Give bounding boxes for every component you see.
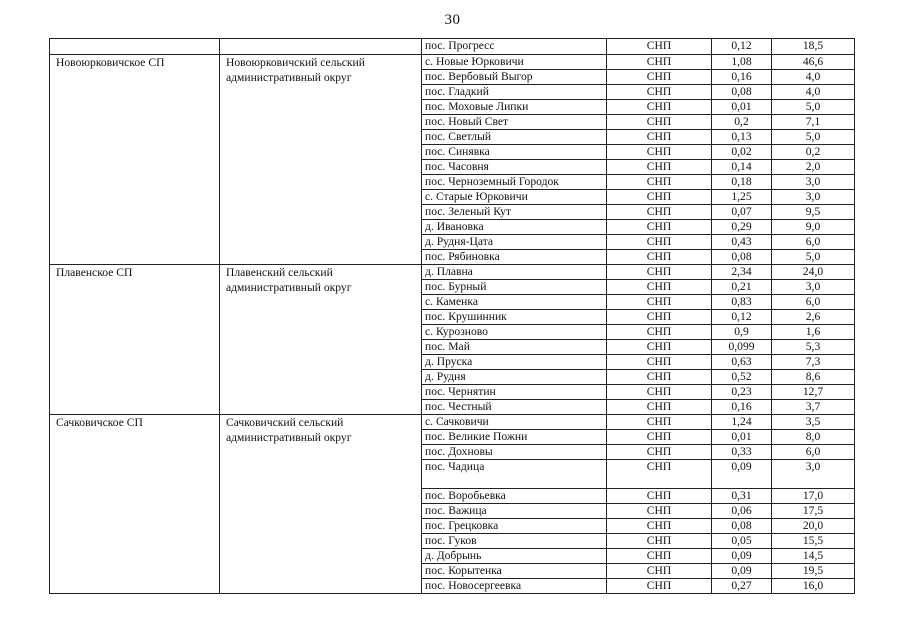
population-cell: 18,5 [772,39,855,55]
locality-name-cell: д. Рудня [422,370,607,385]
locality-type-cell: СНП [607,220,712,235]
population-cell: 4,0 [772,85,855,100]
locality-name-cell: пос. Черноземный Городок [422,175,607,190]
population-cell: 4,0 [772,70,855,85]
population-cell: 8,6 [772,370,855,385]
population-cell: 3,5 [772,415,855,430]
population-cell: 2,6 [772,310,855,325]
locality-type-cell: СНП [607,190,712,205]
locality-name-cell: пос. Новосергеевка [422,579,607,594]
locality-type-cell: СНП [607,145,712,160]
locality-type-cell: СНП [607,325,712,340]
locality-type-cell: СНП [607,564,712,579]
locality-type-cell: СНП [607,280,712,295]
area-cell: 0,63 [712,355,772,370]
area-cell: 0,09 [712,460,772,489]
locality-type-cell: СНП [607,460,712,489]
locality-name-cell: пос. Май [422,340,607,355]
locality-name-cell: пос. Бурный [422,280,607,295]
population-cell: 3,0 [772,175,855,190]
locality-name-cell: д. Плавна [422,265,607,280]
area-cell: 0,2 [712,115,772,130]
population-cell: 3,0 [772,280,855,295]
locality-name-cell: с. Каменка [422,295,607,310]
locality-type-cell: СНП [607,160,712,175]
locality-type-cell: СНП [607,235,712,250]
locality-type-cell: СНП [607,100,712,115]
locality-type-cell: СНП [607,310,712,325]
locality-name-cell: пос. Светлый [422,130,607,145]
area-cell: 0,05 [712,534,772,549]
area-cell: 0,09 [712,564,772,579]
locality-type-cell: СНП [607,504,712,519]
locality-name-cell: пос. Крушинник [422,310,607,325]
locality-type-cell: СНП [607,519,712,534]
population-cell: 7,3 [772,355,855,370]
locality-type-cell: СНП [607,370,712,385]
area-cell: 0,23 [712,385,772,400]
locality-type-cell: СНП [607,385,712,400]
population-cell: 17,0 [772,489,855,504]
locality-name-cell: пос. Часовня [422,160,607,175]
locality-type-cell: СНП [607,340,712,355]
locality-name-cell: пос. Новый Свет [422,115,607,130]
locality-name-cell: пос. Прогресс [422,39,607,55]
locality-name-cell: пос. Моховые Липки [422,100,607,115]
locality-type-cell: СНП [607,534,712,549]
area-cell: 1,25 [712,190,772,205]
district-cell [220,39,422,55]
area-cell: 0,33 [712,445,772,460]
population-cell: 2,0 [772,160,855,175]
locality-name-cell: пос. Честный [422,400,607,415]
locality-type-cell: СНП [607,549,712,564]
locality-name-cell: пос. Дохновы [422,445,607,460]
settlement-cell: Сачковичское СП [50,415,220,594]
area-cell: 0,08 [712,85,772,100]
locality-type-cell: СНП [607,415,712,430]
settlements-table [49,38,855,594]
area-cell: 0,01 [712,100,772,115]
population-cell: 5,0 [772,130,855,145]
locality-name-cell: д. Добрынь [422,549,607,564]
locality-name-cell: пос. Грецковка [422,519,607,534]
locality-name-cell: с. Новые Юрковичи [422,55,607,70]
locality-name-cell: с. Сачковичи [422,415,607,430]
locality-type-cell: СНП [607,579,712,594]
locality-type-cell: СНП [607,430,712,445]
area-cell: 0,07 [712,205,772,220]
area-cell: 0,31 [712,489,772,504]
settlement-cell: Новоюрковичское СП [50,55,220,265]
population-cell: 19,5 [772,564,855,579]
locality-type-cell: СНП [607,85,712,100]
area-cell: 0,08 [712,519,772,534]
locality-name-cell: пос. Гладкий [422,85,607,100]
locality-name-cell: пос. Чернятин [422,385,607,400]
table-row [50,415,855,430]
locality-type-cell: СНП [607,39,712,55]
population-cell: 3,7 [772,400,855,415]
locality-name-cell: пос. Великие Пожни [422,430,607,445]
population-cell: 46,6 [772,55,855,70]
population-cell: 9,0 [772,220,855,235]
population-cell: 16,0 [772,579,855,594]
area-cell: 0,12 [712,310,772,325]
table-row [50,265,855,280]
page-number: 30 [444,12,461,28]
locality-type-cell: СНП [607,295,712,310]
table-row [50,55,855,70]
population-cell: 17,5 [772,504,855,519]
population-cell: 20,0 [772,519,855,534]
area-cell: 0,08 [712,250,772,265]
population-cell: 7,1 [772,115,855,130]
population-cell: 6,0 [772,295,855,310]
population-cell: 0,2 [772,145,855,160]
locality-type-cell: СНП [607,205,712,220]
locality-name-cell: пос. Воробьевка [422,489,607,504]
area-cell: 0,43 [712,235,772,250]
area-cell: 0,18 [712,175,772,190]
area-cell: 0,099 [712,340,772,355]
area-cell: 0,01 [712,430,772,445]
district-cell: Плавенский сельский административный округ [220,265,422,415]
locality-name-cell: пос. Чадица [422,460,607,489]
table-body [50,39,855,594]
population-cell: 15,5 [772,534,855,549]
settlement-cell: Плавенское СП [50,265,220,415]
district-cell: Сачковичский сельский административный округ [220,415,422,594]
area-cell: 0,21 [712,280,772,295]
locality-type-cell: СНП [607,265,712,280]
locality-name-cell: д. Ивановка [422,220,607,235]
locality-name-cell: с. Курозново [422,325,607,340]
population-cell: 3,0 [772,190,855,205]
area-cell: 0,27 [712,579,772,594]
locality-name-cell: пос. Корытенка [422,564,607,579]
locality-name-cell: пос. Вербовый Выгор [422,70,607,85]
area-cell: 0,02 [712,145,772,160]
table-row [50,39,855,55]
locality-name-cell: пос. Рябиновка [422,250,607,265]
locality-type-cell: СНП [607,489,712,504]
population-cell: 5,3 [772,340,855,355]
population-cell: 5,0 [772,250,855,265]
area-cell: 0,09 [712,549,772,564]
locality-name-cell: с. Старые Юрковичи [422,190,607,205]
area-cell: 0,52 [712,370,772,385]
area-cell: 0,16 [712,70,772,85]
area-cell: 0,9 [712,325,772,340]
locality-type-cell: СНП [607,355,712,370]
population-cell: 6,0 [772,445,855,460]
area-cell: 0,29 [712,220,772,235]
locality-name-cell: д. Пруска [422,355,607,370]
population-cell: 9,5 [772,205,855,220]
locality-type-cell: СНП [607,175,712,190]
area-cell: 0,12 [712,39,772,55]
area-cell: 0,16 [712,400,772,415]
locality-type-cell: СНП [607,55,712,70]
population-cell: 3,0 [772,460,855,489]
locality-name-cell: пос. Синявка [422,145,607,160]
district-cell: Новоюрковичский сельский административный округ [220,55,422,265]
settlement-cell [50,39,220,55]
area-cell: 0,83 [712,295,772,310]
locality-type-cell: СНП [607,400,712,415]
population-cell: 24,0 [772,265,855,280]
population-cell: 5,0 [772,100,855,115]
population-cell: 12,7 [772,385,855,400]
locality-type-cell: СНП [607,250,712,265]
population-cell: 8,0 [772,430,855,445]
locality-type-cell: СНП [607,115,712,130]
locality-type-cell: СНП [607,130,712,145]
area-cell: 0,13 [712,130,772,145]
area-cell: 2,34 [712,265,772,280]
population-cell: 1,6 [772,325,855,340]
locality-name-cell: пос. Гуков [422,534,607,549]
locality-type-cell: СНП [607,70,712,85]
population-cell: 6,0 [772,235,855,250]
area-cell: 0,14 [712,160,772,175]
locality-name-cell: д. Рудня-Цата [422,235,607,250]
area-cell: 1,24 [712,415,772,430]
population-cell: 14,5 [772,549,855,564]
area-cell: 1,08 [712,55,772,70]
area-cell: 0,06 [712,504,772,519]
locality-type-cell: СНП [607,445,712,460]
locality-name-cell: пос. Зеленый Кут [422,205,607,220]
locality-name-cell: пос. Важица [422,504,607,519]
